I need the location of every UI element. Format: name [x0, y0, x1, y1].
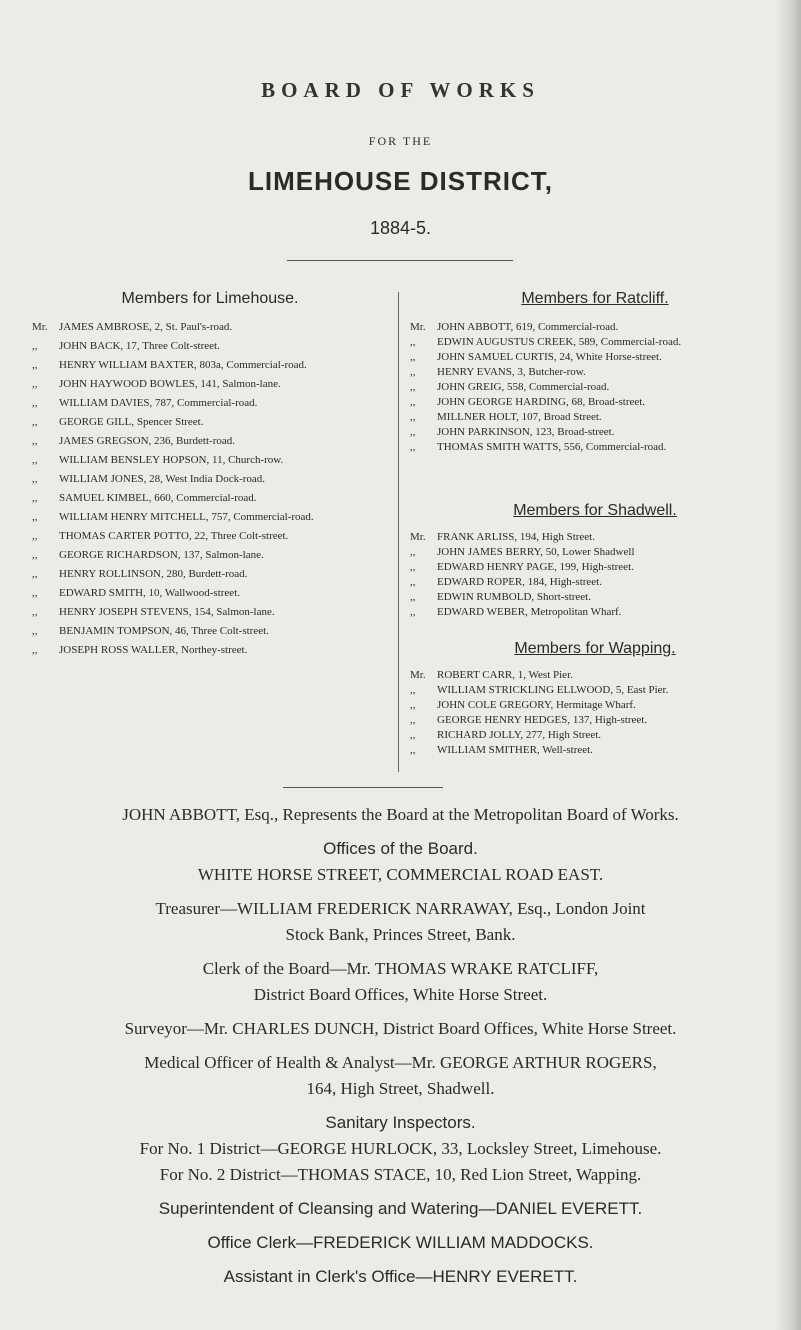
member-prefix: ,,: [32, 378, 38, 390]
member-entry: [32, 548, 362, 563]
member-entry: [410, 440, 765, 454]
notes-divider: [283, 787, 443, 788]
member-name-address: JAMES GREGSON, 236, Burdett-road.: [59, 435, 235, 447]
member-prefix: ,,: [410, 729, 416, 741]
member-entry: [410, 590, 765, 604]
member-name-address: JOHN SAMUEL CURTIS, 24, White Horse-street.: [437, 351, 662, 363]
sanitary-inspectors-heading: Sanitary Inspectors.: [325, 1113, 476, 1132]
member-entry: [410, 545, 765, 559]
clerk-line-1: Clerk of the Board—Mr. THOMAS WRAKE RATCLIFF,: [202, 959, 599, 978]
member-name-address: EDWARD HENRY PAGE, 199, High-street.: [437, 561, 634, 573]
district-heading: LIMEHOUSE DISTRICT,: [247, 166, 553, 196]
member-entry: [410, 713, 765, 727]
shadwell-member-list: [410, 530, 765, 620]
member-entry: [32, 586, 362, 601]
member-name-address: THOMAS SMITH WATTS, 556, Commercial-road.: [437, 441, 667, 453]
header-divider: [287, 260, 513, 261]
member-prefix: ,,: [32, 549, 38, 561]
member-name-address: HENRY ROLLINSON, 280, Burdett-road.: [59, 568, 248, 580]
year-range: 1884-5.: [369, 218, 432, 238]
member-entry: [32, 339, 362, 354]
column-divider: [398, 292, 399, 772]
member-prefix: ,,: [410, 396, 416, 408]
wapping-heading: Members for Wapping.: [514, 640, 676, 657]
member-name-address: FRANK ARLISS, 194, High Street.: [437, 531, 595, 543]
member-prefix: Mr.: [410, 321, 426, 333]
member-name-address: HENRY WILLIAM BAXTER, 803a, Commercial-road.: [59, 359, 307, 371]
offices-address: WHITE HORSE STREET, COMMERCIAL ROAD EAST.: [197, 865, 604, 884]
member-prefix: ,,: [410, 381, 416, 393]
member-entry: [32, 358, 362, 373]
wapping-member-list: [410, 668, 765, 758]
member-prefix: ,,: [32, 435, 38, 447]
member-name-address: SAMUEL KIMBEL, 660, Commercial-road.: [59, 492, 257, 504]
member-entry: [410, 683, 765, 697]
member-prefix: Mr.: [410, 669, 426, 681]
member-name-address: JOSEPH ROSS WALLER, Northey-street.: [59, 644, 248, 656]
member-prefix: ,,: [32, 606, 38, 618]
member-entry: [32, 529, 362, 544]
member-entry: [32, 643, 362, 658]
member-name-address: MILLNER HOLT, 107, Broad Street.: [437, 411, 602, 423]
member-prefix: ,,: [32, 340, 38, 352]
member-name-address: JOHN GREIG, 558, Commercial-road.: [437, 381, 610, 393]
for-the-label: FOR THE: [368, 134, 433, 148]
member-prefix: ,,: [32, 416, 38, 428]
member-entry: [32, 396, 362, 411]
limehouse-member-list: [32, 320, 362, 662]
member-entry: [410, 395, 765, 409]
member-name-address: WILLIAM HENRY MITCHELL, 757, Commercial-road.: [59, 511, 314, 523]
member-name-address: JAMES AMBROSE, 2, St. Paul's-road.: [59, 321, 233, 333]
treasurer-line-2: Stock Bank, Princes Street, Bank.: [285, 925, 516, 944]
member-name-address: WILLIAM SMITHER, Well-street.: [437, 744, 593, 756]
member-name-address: ROBERT CARR, 1, West Pier.: [437, 669, 573, 681]
member-prefix: Mr.: [410, 531, 426, 543]
member-prefix: ,,: [410, 606, 416, 618]
member-entry: [410, 698, 765, 712]
member-entry: [410, 728, 765, 742]
member-name-address: GEORGE GILL, Spencer Street.: [59, 416, 204, 428]
board-officers-section: [0, 802, 801, 1290]
member-entry: [32, 415, 362, 430]
member-name-address: WILLIAM BENSLEY HOPSON, 11, Church-row.: [59, 454, 284, 466]
member-prefix: ,,: [410, 411, 416, 423]
member-entry: [32, 624, 362, 639]
member-entry: [410, 410, 765, 424]
member-prefix: ,,: [32, 492, 38, 504]
member-name-address: EDWARD SMITH, 10, Wallwood-street.: [59, 587, 241, 599]
member-entry: [410, 743, 765, 757]
member-entry: [410, 575, 765, 589]
member-name-address: JOHN PARKINSON, 123, Broad-street.: [437, 426, 615, 438]
member-entry: [410, 380, 765, 394]
member-entry: [32, 567, 362, 582]
member-prefix: ,,: [410, 699, 416, 711]
ratcliff-member-list: [410, 320, 765, 455]
shadwell-heading: Members for Shadwell.: [513, 502, 677, 519]
sanitary-inspector-2: For No. 2 District—THOMAS STACE, 10, Red Lion Street, Wapping.: [159, 1165, 642, 1184]
member-entry: [410, 530, 765, 544]
member-name-address: JOHN BACK, 17, Three Colt-street.: [59, 340, 220, 352]
clerk-line-2: District Board Offices, White Horse Street.: [253, 985, 548, 1004]
surveyor-line: Surveyor—Mr. CHARLES DUNCH, District Board Offices, White Horse Street.: [124, 1019, 677, 1038]
member-entry: [32, 377, 362, 392]
member-prefix: ,,: [32, 397, 38, 409]
member-prefix: ,,: [32, 511, 38, 523]
member-name-address: EDWIN AUGUSTUS CREEK, 589, Commercial-road.: [437, 336, 682, 348]
member-name-address: WILLIAM STRICKLING ELLWOOD, 5, East Pier.: [437, 684, 669, 696]
document-title: BOARD OF WORKS: [261, 78, 540, 102]
member-name-address: JOHN COLE GREGORY, Hermitage Wharf.: [437, 699, 636, 711]
member-prefix: ,,: [32, 587, 38, 599]
member-prefix: ,,: [410, 351, 416, 363]
member-prefix: ,,: [32, 568, 38, 580]
member-name-address: EDWIN RUMBOLD, Short-street.: [437, 591, 591, 603]
member-entry: [32, 491, 362, 506]
member-name-address: RICHARD JOLLY, 277, High Street.: [437, 729, 602, 741]
member-name-address: THOMAS CARTER POTTO, 22, Three Colt-street.: [59, 530, 289, 542]
member-prefix: Mr.: [32, 321, 48, 333]
member-name-address: GEORGE RICHARDSON, 137, Salmon-lane.: [59, 549, 264, 561]
member-name-address: EDWARD ROPER, 184, High-street.: [437, 576, 602, 588]
member-prefix: ,,: [32, 473, 38, 485]
member-entry: [410, 425, 765, 439]
member-entry: [32, 320, 362, 335]
member-entry: [32, 510, 362, 525]
representative-note: JOHN ABBOTT, Esq., Represents the Board at the Metropolitan Board of Works.: [122, 805, 679, 824]
member-prefix: ,,: [32, 644, 38, 656]
ratcliff-heading: Members for Ratcliff.: [521, 290, 669, 307]
member-prefix: ,,: [410, 366, 416, 378]
member-prefix: ,,: [410, 426, 416, 438]
member-name-address: EDWARD WEBER, Metropolitan Wharf.: [437, 606, 622, 618]
sanitary-inspector-1: For No. 1 District—GEORGE HURLOCK, 33, Locksley Street, Limehouse.: [139, 1139, 662, 1158]
member-prefix: ,,: [32, 625, 38, 637]
member-name-address: WILLIAM DAVIES, 787, Commercial-road.: [59, 397, 258, 409]
superintendent-line: Superintendent of Cleansing and Watering—DANIEL EVERETT.: [158, 1199, 643, 1218]
member-name-address: JOHN GEORGE HARDING, 68, Broad-street.: [437, 396, 646, 408]
member-name-address: JOHN ABBOTT, 619, Commercial-road.: [437, 321, 619, 333]
member-entry: [410, 335, 765, 349]
member-prefix: ,,: [32, 454, 38, 466]
member-prefix: ,,: [32, 530, 38, 542]
limehouse-heading: Members for Limehouse.: [121, 290, 299, 307]
member-entry: [410, 365, 765, 379]
member-name-address: HENRY JOSEPH STEVENS, 154, Salmon-lane.: [59, 606, 275, 618]
member-entry: [32, 472, 362, 487]
member-entry: [410, 560, 765, 574]
member-entry: [32, 605, 362, 620]
offices-heading: Offices of the Board.: [323, 839, 478, 858]
member-prefix: ,,: [410, 576, 416, 588]
medical-officer-line-2: 164, High Street, Shadwell.: [306, 1079, 495, 1098]
office-clerk-line: Office Clerk—FREDERICK WILLIAM MADDOCKS.: [207, 1233, 594, 1252]
member-entry: [410, 668, 765, 682]
member-prefix: ,,: [410, 714, 416, 726]
member-entry: [410, 605, 765, 619]
member-name-address: WILLIAM JONES, 28, West India Dock-road.: [59, 473, 266, 485]
medical-officer-line-1: Medical Officer of Health & Analyst—Mr. GEORGE ARTHUR ROGERS,: [144, 1053, 657, 1072]
member-prefix: ,,: [410, 744, 416, 756]
member-name-address: JOHN JAMES BERRY, 50, Lower Shadwell: [437, 546, 635, 558]
member-prefix: ,,: [410, 546, 416, 558]
member-prefix: ,,: [410, 561, 416, 573]
member-prefix: ,,: [410, 591, 416, 603]
member-prefix: ,,: [410, 441, 416, 453]
member-name-address: HENRY EVANS, 3, Butcher-row.: [437, 366, 586, 378]
member-prefix: ,,: [32, 359, 38, 371]
member-entry: [32, 453, 362, 468]
member-prefix: ,,: [410, 684, 416, 696]
member-entry: [32, 434, 362, 449]
member-name-address: GEORGE HENRY HEDGES, 137, High-street.: [437, 714, 648, 726]
assistant-clerk-line: Assistant in Clerk's Office—HENRY EVERETT.: [223, 1267, 578, 1286]
member-name-address: BENJAMIN TOMPSON, 46, Three Colt-street.: [59, 625, 269, 637]
treasurer-line-1: Treasurer—WILLIAM FREDERICK NARRAWAY, Esq., London Joint: [155, 899, 646, 918]
member-entry: [410, 320, 765, 334]
member-entry: [410, 350, 765, 364]
member-prefix: ,,: [410, 336, 416, 348]
member-name-address: JOHN HAYWOOD BOWLES, 141, Salmon-lane.: [59, 378, 281, 390]
